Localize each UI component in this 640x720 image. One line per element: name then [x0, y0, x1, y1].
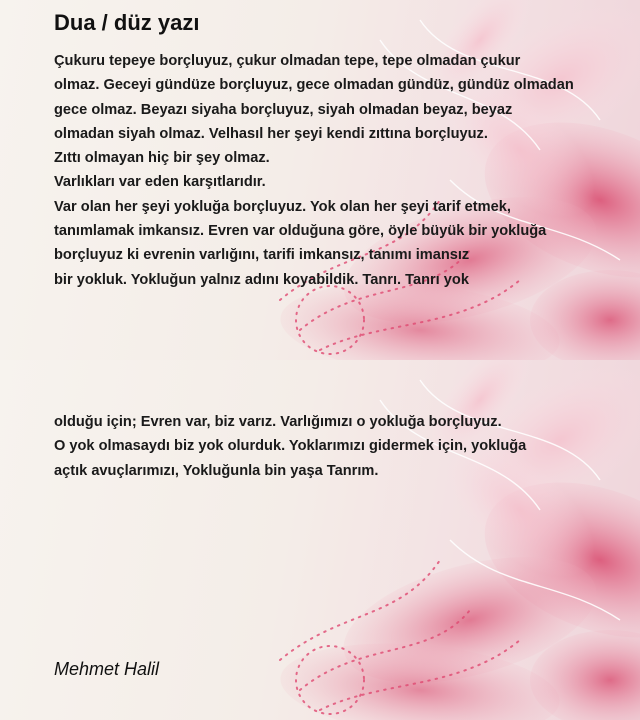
poem-line: Zıttı olmayan hiç bir şey olmaz. [54, 150, 270, 167]
poem-line: tanımlamak imkansız. Evren var olduğuna göre, öyle büyük bir yokluğa [54, 223, 547, 240]
poem-stanza-2 [54, 410, 526, 483]
poem-line: olmaz. Geceyi gündüze borçluyuz, gece olmadan gündüz, gündüz olmadan [54, 77, 574, 94]
poem-line: Varlıkları var eden karşıtlarıdır. [54, 174, 266, 191]
poem-line: açtık avuçlarımızı, Yokluğunla bin yaşa Tanrım. [54, 462, 379, 479]
poem-line: borçluyuz ki evrenin varlığını, tarifi imkansız, tanımı imansız [54, 247, 470, 264]
poem-line: gece olmaz. Beyazı siyaha borçluyuz, siyah olmadan beyaz, beyaz [54, 101, 513, 118]
poem-line: olmadan siyah olmaz. Velhasıl her şeyi kendi zıttına borçluyuz. [54, 125, 488, 142]
poem-line: olduğu için; Evren var, biz varız. Varlığımızı o yokluğa borçluyuz. [54, 414, 502, 430]
poem-line: O yok olmasaydı biz yok olurduk. Yoklarımızı gidermek için, yokluğa [54, 438, 527, 455]
poem-line: bir yokluk. Yokluğun yalnız adını koyabildik. Tanrı. Tanrı yok [54, 271, 469, 288]
poem-stanza-1 [54, 49, 574, 292]
poem-title: Dua / düz yazı [54, 10, 200, 35]
poem-line: Çukuru tepeye borçluyuz, çukur olmadan tepe, tepe olmadan çukur [54, 53, 521, 69]
author-name: Mehmet Halil [54, 659, 160, 679]
poem-line: Var olan her şeyi yokluğa borçluyuz. Yok olan her şeyi tarif etmek, [54, 198, 511, 215]
